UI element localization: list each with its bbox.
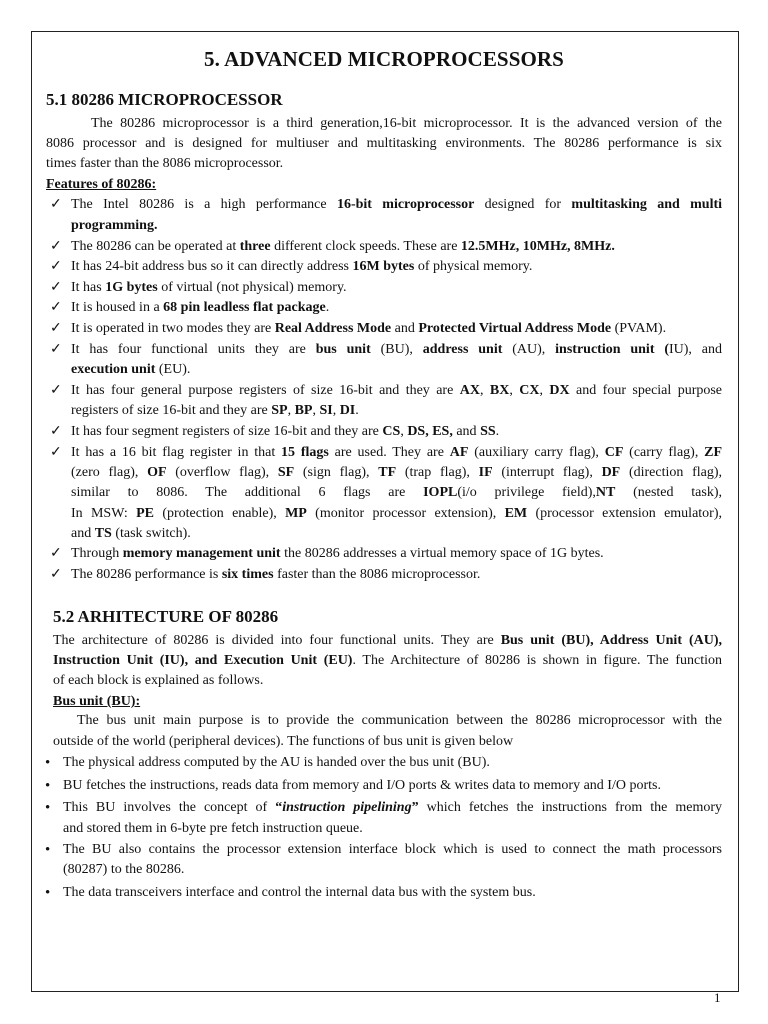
feature-item-line [71, 443, 722, 463]
feature-text: and [391, 321, 419, 336]
feature-text: execution unit [71, 362, 156, 377]
feature-text: Protected Virtual Address Mode [418, 321, 612, 336]
feature-text: , [312, 403, 320, 418]
bullet-icon: • [45, 755, 51, 771]
feature-text: It has four segment registers of size 16-bit and they are [71, 424, 383, 439]
bus-unit-function-text: This BU involves the concept of [63, 800, 276, 815]
feature-text: , [539, 383, 550, 398]
feature-text: (overflow flag), [166, 465, 278, 480]
bus-unit-heading: Bus unit (BU): [53, 694, 141, 709]
feature-item-line [71, 257, 532, 277]
feature-text: DX [549, 383, 570, 398]
intro-paragraph-line: 8086 processor and is designed for multiuser and multitasking environments. The 80286 performance is six [46, 136, 722, 151]
feature-text: SP [271, 403, 288, 418]
bullet-icon: • [45, 885, 51, 901]
checkmark-icon: ✓ [50, 239, 62, 254]
feature-text: bus unit [315, 342, 371, 357]
feature-text: 68 pin leadless flat package [163, 300, 326, 315]
feature-text: EM [504, 506, 528, 521]
bus-unit-function-line [63, 753, 490, 773]
feature-text: Real Address Mode [274, 321, 392, 336]
feature-item-line [71, 504, 722, 524]
feature-text: (EU). [155, 362, 191, 377]
feature-text: the 80286 addresses a virtual memory space of 1G bytes. [280, 546, 604, 561]
feature-text: PE [136, 506, 155, 521]
checkmark-icon: ✓ [50, 342, 62, 357]
feature-text: TF [378, 465, 397, 480]
architecture-intro-text: Instruction Unit (IU), and Execution Unit (EU) [53, 653, 353, 668]
feature-text: OF [147, 465, 167, 480]
feature-item-line [71, 483, 722, 503]
checkmark-icon: ✓ [50, 567, 62, 582]
feature-item-line [71, 195, 722, 215]
feature-text: (nested task), [615, 485, 722, 500]
feature-text: SF [277, 465, 295, 480]
feature-text: . [495, 424, 500, 439]
feature-text: , [509, 383, 520, 398]
feature-text: (zero flag), [71, 465, 148, 480]
feature-text: (BU), [370, 342, 423, 357]
feature-text: and four special purpose [569, 383, 723, 398]
feature-text: (carry flag), [623, 445, 705, 460]
feature-text: The Intel 80286 is a high performance [71, 197, 337, 212]
checkmark-icon: ✓ [50, 424, 62, 439]
feature-text: MP [285, 506, 307, 521]
feature-text: AX [459, 383, 480, 398]
feature-text: It has four functional units they are [71, 342, 316, 357]
feature-text: The 80286 performance is [71, 567, 222, 582]
feature-item-line [71, 237, 615, 257]
feature-text: It has [71, 280, 106, 295]
feature-item-line [71, 463, 722, 483]
feature-text: In MSW: [71, 506, 137, 521]
feature-text: AF [449, 445, 469, 460]
bus-unit-function-line [63, 798, 722, 818]
feature-text: ZF [704, 445, 723, 460]
feature-text: (monitor processor extension), [306, 506, 505, 521]
bus-unit-function-text: The data transceivers interface and control the internal data bus with the system bus. [63, 885, 536, 900]
feature-text: , [479, 383, 490, 398]
feature-text: 16M bytes [352, 259, 415, 274]
feature-text: It is operated in two modes they are [71, 321, 275, 336]
feature-text: , [287, 403, 295, 418]
checkmark-icon: ✓ [50, 197, 62, 212]
feature-item-line [71, 340, 722, 360]
bus-unit-function-text: ” [411, 800, 419, 815]
feature-text: TS [94, 526, 112, 541]
bus-unit-function-text: BU fetches the instructions, reads data from memory and I/O ports & writes data to memory and I/O ports. [63, 778, 661, 793]
feature-item-line [71, 319, 666, 339]
bus-unit-function-line [63, 819, 363, 839]
bullet-icon: • [45, 842, 51, 858]
bus-unit-function-line [63, 883, 536, 903]
page-number: 1 [714, 990, 721, 1005]
architecture-intro-text: Bus unit (BU), Address Unit (AU), [500, 633, 722, 648]
feature-text: It has four general purpose registers of size 16-bit and they are [71, 383, 460, 398]
feature-text: registers of size 16-bit and they are [71, 403, 272, 418]
feature-text: (interrupt flag), [492, 465, 602, 480]
feature-text: , [400, 424, 408, 439]
section-heading-80286: 5.1 80286 MICROPROCESSOR [46, 90, 283, 109]
feature-text: are used. They are [328, 445, 450, 460]
page-title: 5. ADVANCED MICROPROCESSORS [204, 47, 564, 71]
feature-text: IOPL [423, 485, 458, 500]
feature-text: and [452, 424, 481, 439]
feature-item-line [71, 360, 190, 380]
checkmark-icon: ✓ [50, 280, 62, 295]
feature-text: NT [595, 485, 616, 500]
architecture-intro-text: of each block is explained as follows. [53, 673, 264, 688]
feature-text: different clock speeds. These are [270, 239, 461, 254]
feature-text: multitasking and multi [571, 197, 723, 212]
feature-item-line [71, 524, 191, 544]
bus-unit-paragraph-line: The bus unit main purpose is to provide the communication between the 80286 microprocessor with the [77, 713, 722, 728]
feature-text: The 80286 can be operated at [71, 239, 240, 254]
bullet-icon: • [45, 800, 51, 816]
architecture-intro-line [53, 651, 722, 671]
feature-text: (i/o privilege field), [457, 485, 596, 500]
feature-text: three [239, 239, 271, 254]
intro-paragraph-line: The 80286 microprocessor is a third generation,16-bit microprocessor. It is the advanced version of the [91, 116, 722, 131]
feature-text: (trap flag), [396, 465, 479, 480]
feature-text: (processor extension emulator), [527, 506, 722, 521]
checkmark-icon: ✓ [50, 445, 62, 460]
feature-item-line [71, 565, 480, 585]
feature-text: 16-bit microprocessor [336, 197, 475, 212]
checkmark-icon: ✓ [50, 383, 62, 398]
feature-item-line [71, 544, 604, 564]
feature-text: IU), and [669, 342, 723, 357]
bus-unit-paragraph-line: outside of the world (peripheral devices). The functions of bus unit is given below [53, 734, 514, 749]
bus-unit-function-text: which fetches the instructions from the memory [418, 800, 723, 815]
bus-unit-function-text: instruction pipelining [282, 800, 412, 815]
feature-text: SI [319, 403, 333, 418]
feature-text: of virtual (not physical) memory. [157, 280, 347, 295]
feature-text: 1G bytes [105, 280, 158, 295]
feature-text: address unit [422, 342, 503, 357]
feature-text: of physical memory. [414, 259, 533, 274]
feature-text: (AU), [502, 342, 556, 357]
checkmark-icon: ✓ [50, 546, 62, 561]
bus-unit-function-text: and stored them in 6-byte pre fetch instruction queue. [63, 821, 363, 836]
feature-text: . [325, 300, 330, 315]
bullet-icon: • [45, 778, 51, 794]
feature-text: DS, ES, [407, 424, 453, 439]
bus-unit-function-line [63, 776, 661, 796]
feature-text: It has 24-bit address bus so it can directly address [71, 259, 353, 274]
feature-text: , [332, 403, 340, 418]
feature-text: instruction unit ( [555, 342, 669, 357]
features-heading: Features of 80286: [46, 177, 157, 192]
checkmark-icon: ✓ [50, 321, 62, 336]
feature-item-line [71, 381, 722, 401]
bus-unit-function-text: (80287) to the 80286. [63, 862, 185, 877]
feature-text: similar to 8086. The additional 6 flags are [71, 485, 424, 500]
feature-item-line [71, 216, 157, 236]
architecture-intro-line [53, 671, 263, 691]
checkmark-icon: ✓ [50, 259, 62, 274]
architecture-intro-line [53, 631, 722, 651]
feature-text: (task switch). [111, 526, 191, 541]
bus-unit-function-line [63, 840, 722, 860]
feature-item-line [71, 422, 499, 442]
feature-item-line [71, 278, 347, 298]
feature-text: DI [339, 403, 356, 418]
feature-text: six times [221, 567, 274, 582]
architecture-intro-text: The architecture of 80286 is divided into four functional units. They are [53, 633, 501, 648]
section-heading-architecture: 5.2 ARHITECTURE OF 80286 [53, 607, 279, 626]
feature-text: 12.5MHz, 10MHz, 8MHz. [460, 239, 615, 254]
feature-item-line [71, 298, 329, 318]
feature-text: CS [382, 424, 401, 439]
intro-paragraph-line: times faster than the 8086 microprocessor. [46, 156, 284, 171]
bus-unit-function-text: The BU also contains the processor extension interface block which is used to connect the math processors [63, 842, 722, 857]
feature-text: faster than the 8086 microprocessor. [273, 567, 481, 582]
feature-text: DF [601, 465, 621, 480]
feature-text: It has a 16 bit flag register in that [71, 445, 282, 460]
bus-unit-function-line [63, 860, 184, 880]
feature-text: (sign flag), [294, 465, 379, 480]
feature-text: Through [71, 546, 123, 561]
feature-text: IF [478, 465, 493, 480]
feature-text: (direction flag), [620, 465, 723, 480]
feature-text: SS [480, 424, 496, 439]
checkmark-icon: ✓ [50, 300, 62, 315]
feature-text: It is housed in a [71, 300, 164, 315]
feature-item-line [71, 401, 359, 421]
feature-text: memory management unit [122, 546, 281, 561]
feature-text: (auxiliary carry flag), [468, 445, 605, 460]
architecture-intro-text: . The Architecture of 80286 is shown in figure. The function [352, 653, 722, 668]
feature-text: CX [519, 383, 540, 398]
feature-text: and [71, 526, 95, 541]
feature-text: 15 flags [281, 445, 329, 460]
feature-text: (PVAM). [611, 321, 667, 336]
bus-unit-function-text: “ [275, 800, 283, 815]
feature-text: BX [489, 383, 510, 398]
feature-text: designed for [474, 197, 572, 212]
feature-text: CF [604, 445, 624, 460]
feature-text: BP [294, 403, 313, 418]
feature-text: . [355, 403, 359, 418]
bus-unit-function-text: The physical address computed by the AU is handed over the bus unit (BU). [63, 755, 490, 770]
feature-text: programming. [71, 218, 158, 233]
feature-text: (protection enable), [154, 506, 286, 521]
